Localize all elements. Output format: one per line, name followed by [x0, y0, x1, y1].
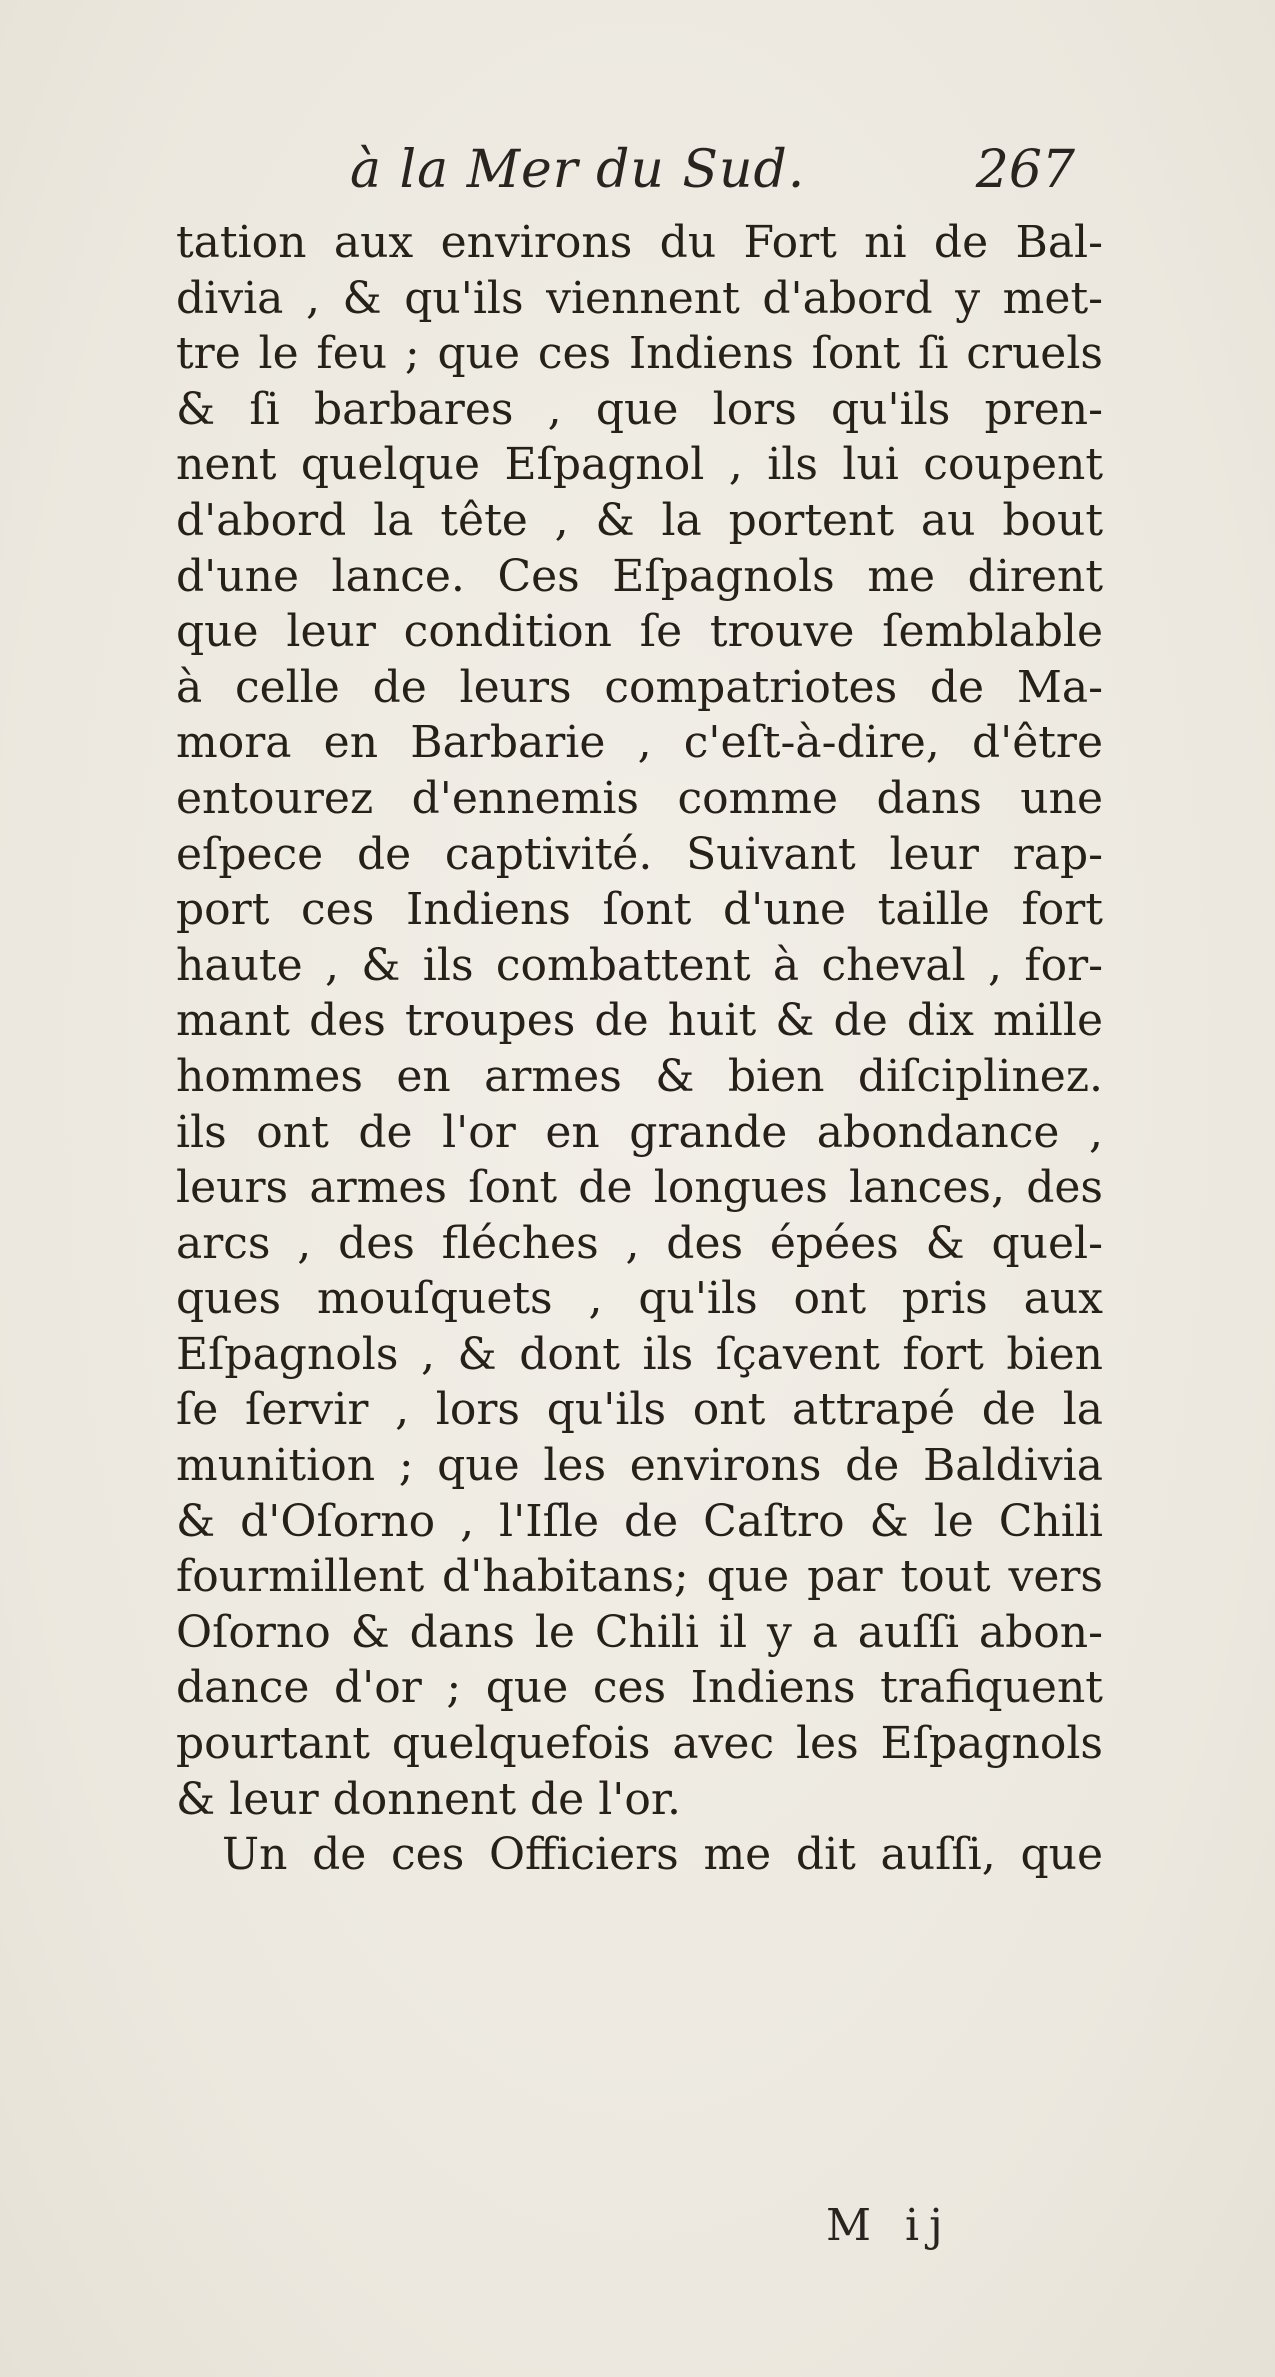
text-line: fourmillent d'habitans; que par tout vers: [176, 1551, 1103, 1603]
text-line: à celle de leurs compatriotes de Ma-: [176, 661, 1103, 713]
text-line: que leur condition ſe trouve ſemblable: [176, 606, 1103, 658]
text-line: mora en Barbarie , c'eſt-à-dire, d'être: [176, 717, 1103, 769]
text-line: tation aux environs du Fort ni de Bal-: [176, 217, 1103, 268]
text-line: port ces Indiens ſont d'une taille fort: [176, 884, 1103, 936]
text-line: & d'Oſorno , l'Iſle de Caſtro & le Chili: [176, 1495, 1103, 1547]
text-line: mant des troupes de huit & de dix mille: [176, 995, 1103, 1047]
text-line: ques mouſquets , qu'ils ont pris aux: [176, 1273, 1103, 1325]
page-header: [350, 140, 1075, 200]
text-line: ſe ſervir , lors qu'ils ont attrapé de la: [176, 1384, 1103, 1436]
text-line: d'une lance. Ces Eſpagnols me dirent: [176, 550, 1103, 602]
running-head: à la Mer du Sud.: [350, 140, 806, 200]
text-line: dance d'or ; que ces Indiens trafiquent: [176, 1662, 1103, 1714]
text-line: arcs , des fléches , des épées & quel-: [176, 1217, 1103, 1269]
text-line: pourtant quelquefois avec les Eſpagnols: [176, 1718, 1103, 1770]
signature-mark: M ij: [826, 2200, 953, 2251]
text-line: & ſi barbares , que lors qu'ils pren-: [176, 383, 1103, 435]
text-line: Eſpagnols , & dont ils ſçavent fort bien: [176, 1328, 1103, 1380]
text-line: nent quelque Eſpagnol , ils lui coupent: [176, 439, 1103, 491]
text-line: tre le feu ; que ces Indiens ſont ſi cruels: [176, 328, 1103, 380]
text-line: leurs armes ſont de longues lances, des: [176, 1162, 1103, 1214]
text-line: munition ; que les environs de Baldivia: [176, 1440, 1103, 1492]
paragraph-start-line: Un de ces Officiers me dit auſſi, que: [222, 1829, 1103, 1881]
text-line: d'abord la tête , & la portent au bout: [176, 494, 1103, 546]
paragraph-end-line: & leur donnent de l'or.: [176, 1773, 682, 1825]
text-line: ils ont de l'or en grande abondance ,: [176, 1106, 1103, 1158]
text-line: haute , & ils combattent à cheval , for-: [176, 939, 1103, 991]
page-number: 267: [975, 140, 1075, 200]
body-text: [176, 215, 1103, 1883]
text-line: hommes en armes & bien diſciplinez.: [176, 1050, 1103, 1102]
text-line: Oſorno & dans le Chili il y a auſſi abon-: [176, 1606, 1103, 1658]
text-line: entourez d'ennemis comme dans une: [176, 772, 1103, 824]
text-line: eſpece de captivité. Suivant leur rap-: [176, 828, 1103, 880]
text-line: divia , & qu'ils viennent d'abord y met-: [176, 272, 1103, 324]
